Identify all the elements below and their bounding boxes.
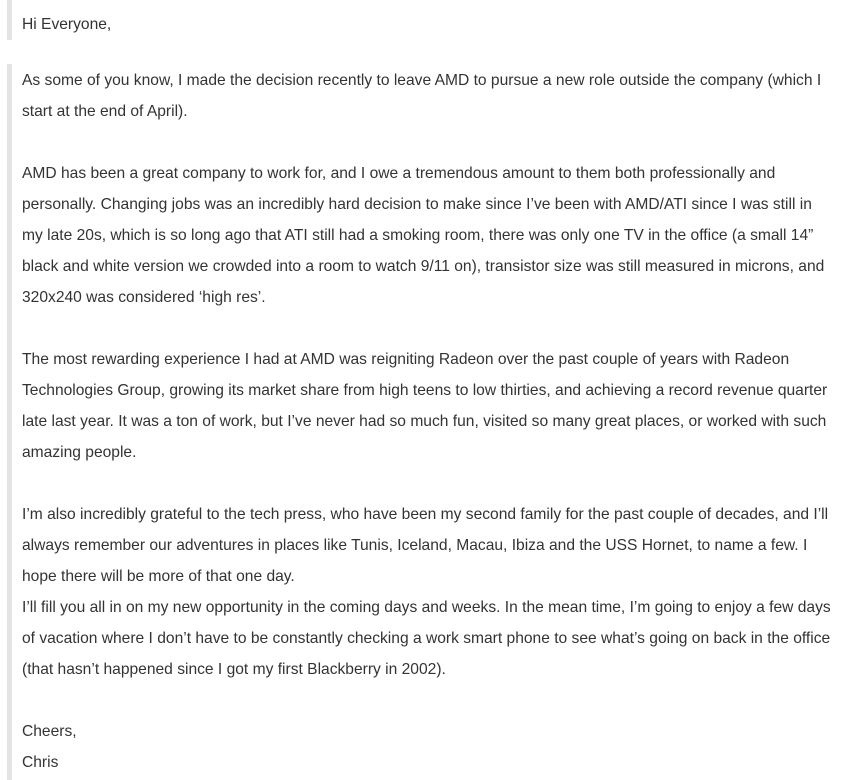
paragraph-3 — [22, 344, 858, 468]
paragraph-line: I’ll fill you all in on my new opportunity in the coming days and weeks. In the mean time, I’m going to enjoy a few days — [22, 599, 831, 616]
signature — [22, 716, 858, 778]
paragraph-2 — [22, 158, 858, 313]
paragraph-line: Technologies Group, growing its market share from high teens to low thirties, and achieving a record revenue quarter — [22, 382, 828, 399]
paragraph-line: As some of you know, I made the decision recently to leave AMD to pursue a new role outside the company (which I — [22, 72, 822, 89]
paragraph-1 — [22, 65, 858, 127]
paragraph-line: personally. Changing jobs was an incredibly hard decision to make since I’ve been with AMD/ATI since I was still in — [22, 196, 812, 213]
paragraph-line: hope there will be more of that one day. — [22, 568, 295, 585]
paragraph-line: (that hasn’t happened since I got my first Blackberry in 2002). — [22, 661, 446, 678]
paragraph-line: start at the end of April). — [22, 103, 188, 120]
paragraph-line: amazing people. — [22, 444, 137, 461]
paragraph-line: late last year. It was a ton of work, but I’ve never had so much fun, visited so many great places, or worked with such — [22, 413, 827, 430]
paragraph-line: 320x240 was considered ‘high res’. — [22, 289, 266, 306]
paragraph-line: of vacation where I don’t have to be constantly checking a work smart phone to see what’s going on back in the office — [22, 630, 831, 647]
sign-off: Cheers, — [22, 723, 77, 740]
signature-name: Chris — [22, 754, 59, 771]
paragraph-line: always remember our adventures in places like Tunis, Iceland, Macau, Ibiza and the USS Hornet, to name a few. I — [22, 537, 808, 554]
paragraph-line: my late 20s, which is so long ago that ATI still had a smoking room, there was only one TV in the office (a small 14” — [22, 227, 814, 244]
paragraph-line: The most rewarding experience I had at AMD was reigniting Radeon over the past couple of years with Radeon — [22, 351, 790, 368]
greeting-line — [22, 9, 858, 40]
paragraph-line: AMD has been a great company to work for, and I owe a tremendous amount to them both professionally and — [22, 165, 776, 182]
greeting-text: Hi Everyone, — [22, 16, 112, 33]
paragraph-line: I’m also incredibly grateful to the tech press, who have been my second family for the past couple of decades, and I’ll — [22, 506, 829, 523]
paragraph-4 — [22, 499, 858, 685]
paragraph-line: black and white version we crowded into a room to watch 9/11 on), transistor size was still measured in microns, and — [22, 258, 825, 275]
